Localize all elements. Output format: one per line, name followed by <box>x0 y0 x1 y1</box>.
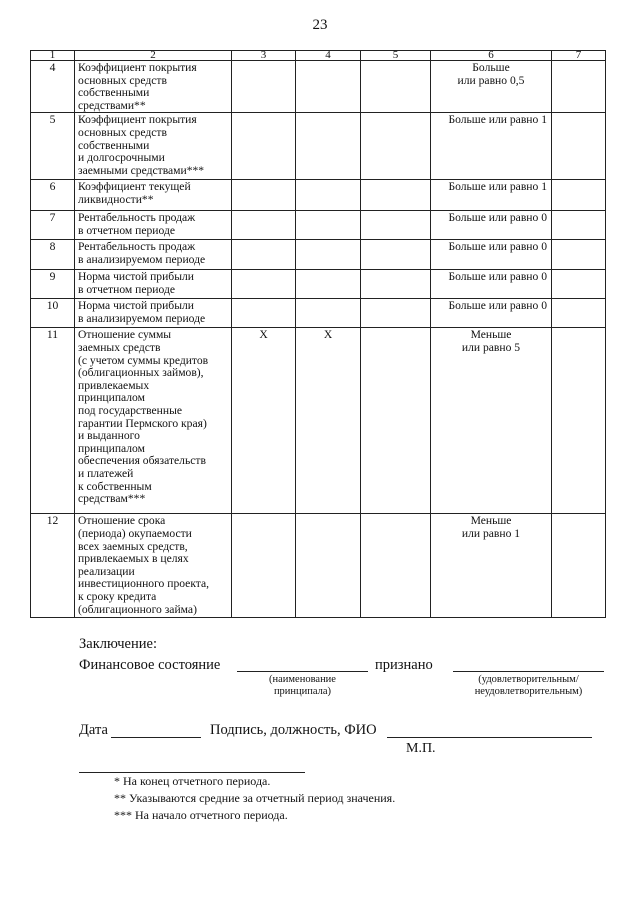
row-number-cell: 5 <box>31 113 75 180</box>
value-cell-col7 <box>552 211 606 240</box>
norm-cell: Больше или равно 0 <box>431 211 552 240</box>
indicator-name-cell: Отношение срока (периода) окупаемости всех заемных средств, привлекаемых в целях реализации инвестиционного проекта, к сроку кредита (облигационного займа) <box>75 514 232 618</box>
row-number-cell: 4 <box>31 61 75 113</box>
column-header: 5 <box>361 51 431 61</box>
signature-line <box>387 737 592 738</box>
value-cell-col7 <box>552 240 606 270</box>
row-number-cell: 8 <box>31 240 75 270</box>
value-cell-col7 <box>552 299 606 328</box>
value-cell-col3 <box>232 299 296 328</box>
row-number-cell: 9 <box>31 270 75 299</box>
value-cell-col3: X <box>232 328 296 514</box>
date-line <box>111 737 201 738</box>
value-cell-col3 <box>232 113 296 180</box>
value-cell-col5 <box>361 270 431 299</box>
norm-cell: Больше или равно 0 <box>431 240 552 270</box>
footnote-1: * На конец отчетного периода. <box>114 774 271 788</box>
value-cell-col5 <box>361 514 431 618</box>
recognized-label: признано <box>375 657 433 673</box>
value-cell-col4 <box>296 514 361 618</box>
column-header: 1 <box>31 51 75 61</box>
norm-cell: Больше или равно 0 <box>431 299 552 328</box>
indicator-name-cell: Коэффициент текущей ликвидности** <box>75 180 232 211</box>
norm-cell: Больше или равно 0,5 <box>431 61 552 113</box>
table-row <box>31 211 606 240</box>
row-number-cell: 12 <box>31 514 75 618</box>
row-number-cell: 11 <box>31 328 75 514</box>
table-row <box>31 299 606 328</box>
value-cell-col4 <box>296 270 361 299</box>
footnote-3: *** На начало отчетного периода. <box>114 808 288 822</box>
indicator-name-cell: Норма чистой прибыли в отчетном периоде <box>75 270 232 299</box>
row-number-cell: 10 <box>31 299 75 328</box>
column-header: 6 <box>431 51 552 61</box>
indicator-name-cell: Норма чистой прибыли в анализируемом периоде <box>75 299 232 328</box>
principal-name-line <box>237 671 368 672</box>
value-cell-col3 <box>232 211 296 240</box>
column-header: 4 <box>296 51 361 61</box>
norm-cell: Больше или равно 1 <box>431 113 552 180</box>
signature-label: Подпись, должность, ФИО <box>210 722 377 738</box>
value-cell-col7 <box>552 328 606 514</box>
norm-cell: Меньше или равно 1 <box>431 514 552 618</box>
value-cell-col5 <box>361 113 431 180</box>
indicator-name-cell: Коэффициент покрытия основных средств собственными средствами** <box>75 61 232 113</box>
value-cell-col3 <box>232 514 296 618</box>
value-cell-col7 <box>552 514 606 618</box>
column-header: 2 <box>75 51 232 61</box>
norm-cell: Меньше или равно 5 <box>431 328 552 514</box>
value-cell-col5 <box>361 240 431 270</box>
table-row <box>31 61 606 113</box>
table-row <box>31 328 606 514</box>
value-cell-col4 <box>296 240 361 270</box>
status-line <box>453 671 604 672</box>
value-cell-col4: X <box>296 328 361 514</box>
norm-cell: Больше или равно 1 <box>431 180 552 211</box>
indicator-name-cell: Рентабельность продаж в отчетном периоде <box>75 211 232 240</box>
table-row <box>31 240 606 270</box>
table-row <box>31 113 606 180</box>
footnote-divider <box>79 772 305 773</box>
indicator-name-cell: Коэффициент покрытия основных средств собственными и долгосрочными заемными средствами*** <box>75 113 232 180</box>
row-number-cell: 7 <box>31 211 75 240</box>
row-number-cell: 6 <box>31 180 75 211</box>
indicator-name-cell: Рентабельность продаж в анализируемом периоде <box>75 240 232 270</box>
value-cell-col5 <box>361 328 431 514</box>
value-cell-col3 <box>232 61 296 113</box>
column-header: 7 <box>552 51 606 61</box>
value-cell-col5 <box>361 61 431 113</box>
footnote-2: ** Указываются средние за отчетный период значения. <box>114 791 396 805</box>
value-cell-col3 <box>232 240 296 270</box>
column-header: 3 <box>232 51 296 61</box>
table-row <box>31 180 606 211</box>
status-hint: (удовлетворительным/ неудовлетворительным) <box>474 674 583 697</box>
table-row <box>31 514 606 618</box>
value-cell-col4 <box>296 211 361 240</box>
value-cell-col3 <box>232 270 296 299</box>
value-cell-col4 <box>296 299 361 328</box>
date-label: Дата <box>79 722 108 738</box>
financial-state-label: Финансовое состояние <box>79 657 221 673</box>
value-cell-col7 <box>552 270 606 299</box>
value-cell-col7 <box>552 113 606 180</box>
value-cell-col7 <box>552 61 606 113</box>
value-cell-col5 <box>361 211 431 240</box>
value-cell-col7 <box>552 180 606 211</box>
financial-indicators-table <box>30 50 606 618</box>
value-cell-col5 <box>361 299 431 328</box>
page-number: 23 <box>312 17 328 33</box>
value-cell-col4 <box>296 113 361 180</box>
stamp-label: М.П. <box>406 741 436 756</box>
value-cell-col4 <box>296 180 361 211</box>
table-row <box>31 270 606 299</box>
indicator-name-cell: Отношение суммы заемных средств (с учетом суммы кредитов (облигационных займов), привлекаемых принципалом под государственные гарантии Пермского края) и выданного принципалом обеспечения обязательств и платежей к собственным средствам*** <box>75 328 232 514</box>
principal-hint: (наименование принципала) <box>269 674 336 697</box>
table-header-row <box>31 51 606 61</box>
value-cell-col4 <box>296 61 361 113</box>
value-cell-col3 <box>232 180 296 211</box>
conclusion-title: Заключение: <box>79 636 157 652</box>
value-cell-col5 <box>361 180 431 211</box>
norm-cell: Больше или равно 0 <box>431 270 552 299</box>
